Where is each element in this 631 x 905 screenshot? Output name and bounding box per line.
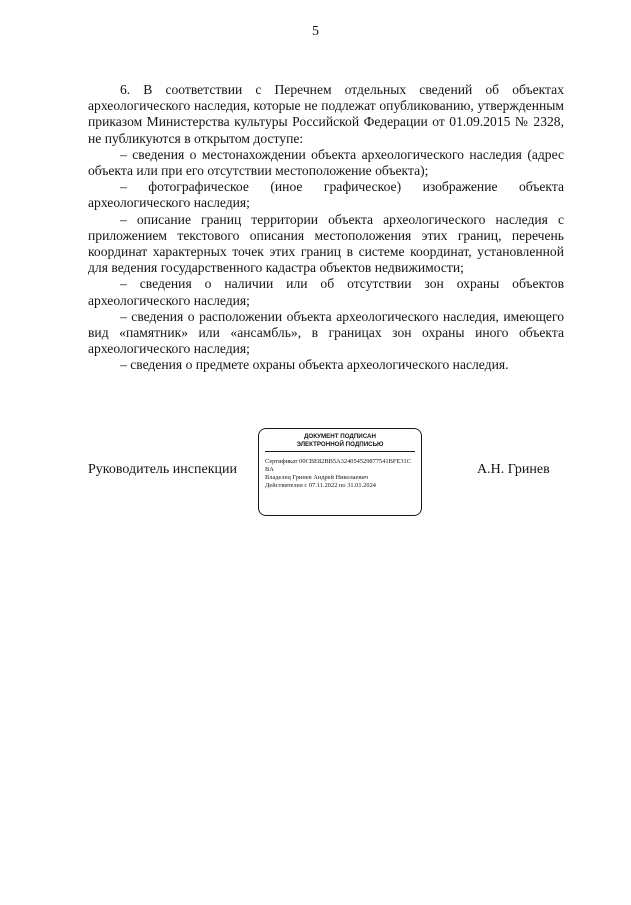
stamp-title-line2: ЭЛЕКТРОННОЙ ПОДПИСЬЮ — [296, 440, 384, 448]
list-item-protection-subject: – сведения о предмете охраны объекта археологического наследия. — [120, 357, 509, 373]
list-item-photo: – фотографическое (иное графическое) изображение объекта археологического наследия; — [88, 179, 564, 211]
list-item-boundaries: – описание границ территории объекта археологического наследия с приложением текстового описания местоположения этих границ, перечень координат характерных точек этих границ в системе координат, установленной для ведения государственного кадастра объектов недвижимости; — [88, 211, 564, 276]
stamp-validity: Действителен с 07.11.2022 по 31.01.2024 — [265, 482, 376, 489]
document-body — [88, 82, 564, 374]
signer-name: А.Н. Гринев — [477, 462, 550, 477]
stamp-owner: Владелец Гринев Андрей Николаевич — [265, 474, 368, 481]
page-number: 5 — [312, 24, 319, 39]
list-item-placement: – сведения о расположении объекта археологического наследия, имеющего вид «памятник» или «ансамбль», в границах зон охраны иного объекта археологического наследия; — [88, 308, 564, 357]
stamp-title-line1: ДОКУМЕНТ ПОДПИСАН — [304, 433, 376, 440]
signer-title: Руководитель инспекции — [88, 462, 237, 477]
list-item-location: – сведения о местонахождении объекта археологического наследия (адрес объекта или при его отсутствии местоположение объекта); — [88, 146, 564, 179]
stamp-certificate: Сертификат 00CBE82BB5A324054529877541BFE31CBA — [265, 458, 411, 473]
paragraph-intro: 6. В соответствии с Перечнем отдельных сведений об объектах археологического наследия, которые не подлежат опубликованию, утвержденным приказом Министерства культуры Российской Федерации от 01.09.2015 № 2328, не публикуются в открытом доступе: — [88, 82, 564, 146]
list-item-protection-zones: – сведения о наличии или об отсутствии зон охраны объектов археологического наследия; — [88, 276, 564, 308]
stamp-title — [265, 433, 415, 452]
electronic-signature-stamp — [258, 428, 422, 516]
